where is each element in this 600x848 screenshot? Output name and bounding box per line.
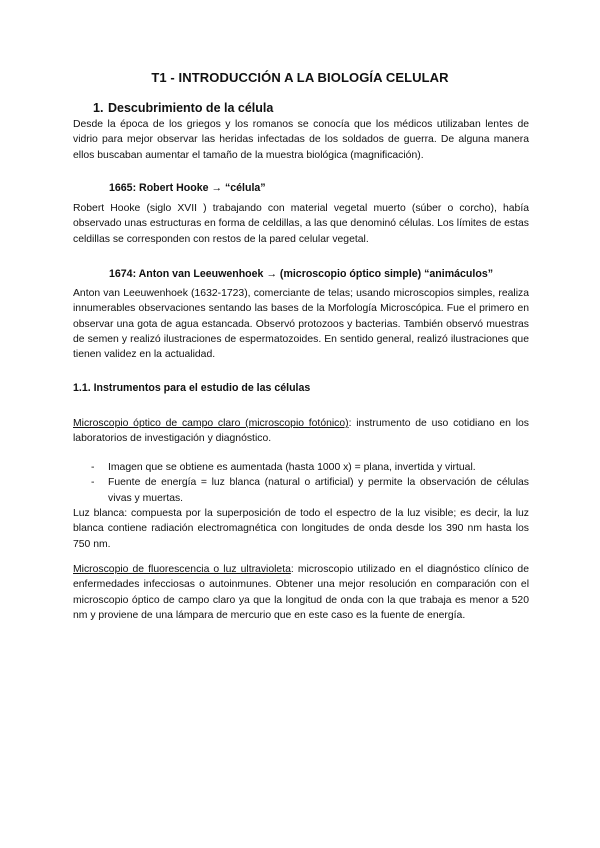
brightfield-term: Microscopio óptico de campo claro (microscopio fotónico) [73, 418, 349, 429]
bullet-text: Fuente de energía = luz blanca (natural o artificial) y permite la observación de células vivas y muertas. [108, 477, 529, 504]
subsection-heading-instrumentos: 1.1. Instrumentos para el estudio de las células [73, 382, 311, 394]
paragraph-brightfield [73, 416, 529, 447]
paragraph-white-light: Luz blanca: compuesta por la superposición de todo el espectro de la luz visible; es decir, la luz blanca contiene radiación electromagnética con longitudes de onda desde los 390 nm hasta los 750 nm. [73, 508, 529, 550]
paragraph-intro: Desde la época de los griegos y los romanos se conocía que los médicos utilizaban lentes de vidrio para mejor observar las heridas infectadas de los soldados de guerra. De alguna manera ellos buscaban aumentar el tamaño de la muestra biológica (magnificación). [73, 119, 529, 161]
bullet-dash: - [91, 477, 95, 489]
brightfield-bullet-list [91, 460, 529, 506]
brightfield-text: : instrumento de uso cotidiano en los laboratorios de investigación y diagnóstico. [73, 418, 529, 445]
list-item [91, 475, 529, 506]
fluorescence-term: Microscopio de fluorescencia o luz ultravioleta [73, 564, 291, 575]
list-item [91, 460, 529, 475]
section-number: 1. [93, 101, 104, 115]
page-title: T1 - INTRODUCCIÓN A LA BIOLOGÍA CELULAR [151, 70, 449, 85]
paragraph-leeuwenhoek: Anton van Leeuwenhoek (1632-1723), comerciante de telas; usando microscopios simples, realiza innumerables observaciones sentando las bases de la Morfología Microscópica. Fue el primero en observar una gota de agua estancada. Observó protozoos y bacterias. También observó muestras de semen y realizó ilustraciones de espermatozoides. En sentido general, realizó ilustraciones que tienen validez en la actualidad. [73, 288, 529, 361]
fluorescence-text: : microscopio utilizado en el diagnóstico clínico de enfermedades infecciosas o autoinmunes. Obtener una mejor resolución en comparación con el microscopio óptico de campo claro ya que la longitud de onda con la que trabaja es menor a 520 nm y proviene de una lámpara de mercurio que en este caso es la fuente de energía. [73, 564, 529, 621]
bullet-dash: - [91, 462, 95, 473]
paragraph-hooke: Robert Hooke (siglo XVII ) trabajando con material vegetal muerto (súber o corcho), había observado unas estructuras en forma de celdillas, a las que denominó células. Los límites de estas celdillas se corresponden con restos de la pared celular vegetal. [73, 203, 529, 245]
subheading-hooke: 1665: Robert Hooke → “célula” [109, 182, 266, 194]
subheading-leeuwenhoek: 1674: Anton van Leeuwenhoek → (microscopio óptico simple) “animáculos” [109, 268, 494, 280]
section-heading-descubrimiento [93, 101, 273, 115]
section-heading-text: Descubrimiento de la célula [108, 101, 274, 115]
paragraph-fluorescence [73, 562, 529, 623]
bullet-text: Imagen que se obtiene es aumentada (hasta 1000 x) = plana, invertida y virtual. [108, 462, 476, 473]
